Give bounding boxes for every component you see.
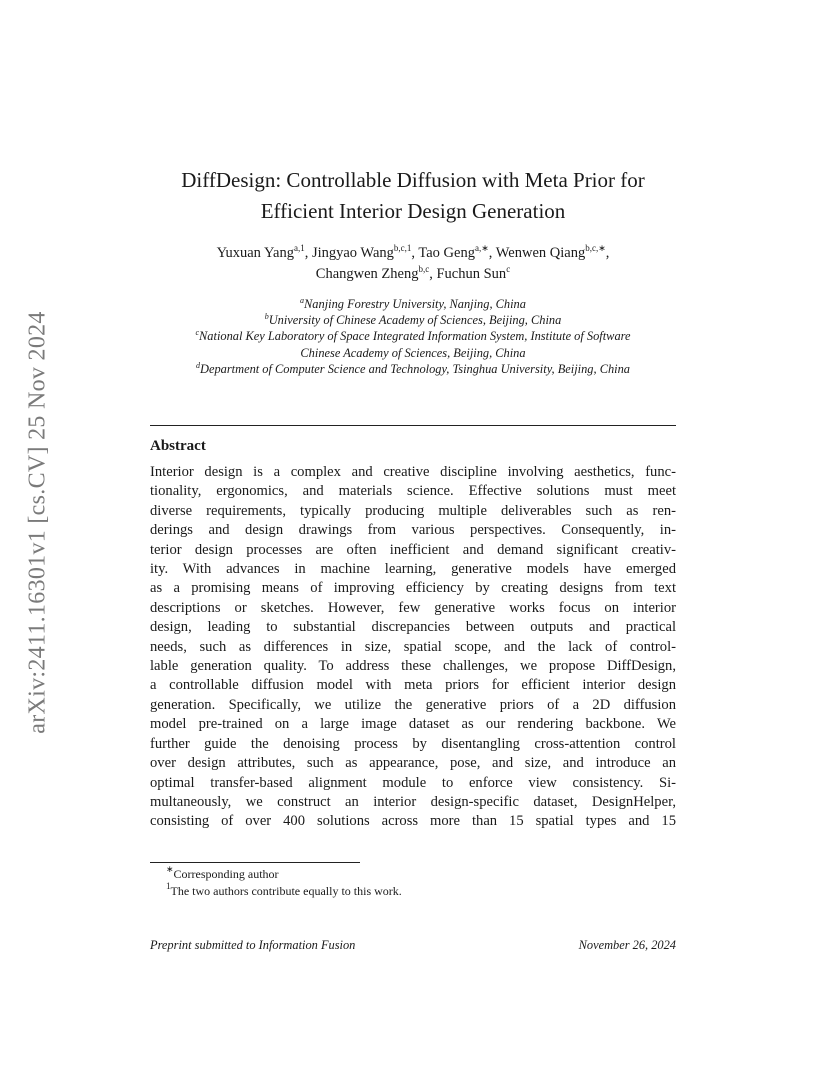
arxiv-identifier-stamp (18, 283, 58, 761)
author-affiliation-mark: b,c (418, 264, 430, 274)
abstract-line: further guide the denoising process by disentangling cross-attention control (150, 735, 676, 752)
abstract-body (150, 463, 676, 832)
author-separator: , (488, 245, 496, 261)
author-name: Jingyao Wang (311, 245, 394, 261)
preprint-notice: Preprint submitted to Information Fusion (150, 938, 356, 952)
footnote-mark: 1 (166, 881, 171, 891)
abstract-line: a controllable diffusion model with meta priors for efficient interior design (150, 677, 676, 694)
author-affiliation-mark: b,c,1 (393, 243, 412, 253)
author-separator: , (411, 245, 419, 261)
affiliation-text: Chinese Academy of Sciences, Beijing, China (300, 345, 526, 360)
abstract-line: lable generation quality. To address these challenges, we propose DiffDesign, (150, 658, 676, 675)
affiliation-text: Nanjing Forestry University, Nanjing, China (304, 297, 526, 311)
paper-title (150, 165, 676, 227)
affiliation-mark: d (196, 360, 201, 370)
title-line-2: Efficient Interior Design Generation (260, 199, 566, 223)
abstract-line: design, leading to substantial discrepancies between outputs and practical (150, 619, 676, 636)
abstract-line: as a promising means of improving efficiency by creating designs from text (150, 580, 676, 597)
affiliation-item (150, 345, 676, 361)
author-affiliation-mark: c (506, 264, 511, 274)
title-line-1: DiffDesign: Controllable Diffusion with Meta Prior for (181, 168, 645, 192)
affiliation-item (150, 296, 676, 312)
footnote-text: Corresponding author (173, 867, 279, 881)
author-affiliation-mark: a,∗ (474, 243, 489, 253)
abstract-line: generation. Specifically, we utilize the generative priors of a 2D diffusion (150, 696, 676, 713)
footnote-text: The two authors contribute equally to this work. (170, 884, 402, 898)
abstract-line: needs, such as differences in size, spatial scope, and the lack of control- (150, 638, 676, 655)
author-list (150, 243, 676, 285)
abstract-line: consisting of over 400 solutions across more than 15 spatial types and 15 (150, 813, 676, 830)
author-name: Changwen Zheng (315, 266, 419, 282)
abstract-line: optimal transfer-based alignment module to enforce view consistency. Si- (150, 774, 676, 791)
affiliation-mark: a (300, 296, 305, 305)
abstract-line: derings and design drawings from various perspectives. Consequently, in- (150, 522, 676, 539)
preprint-date: November 26, 2024 (578, 938, 676, 952)
affiliation-text: National Key Laboratory of Space Integrated Information System, Institute of Software (199, 329, 631, 344)
footnotes (166, 866, 402, 900)
abstract-line: terior design processes are often inefficient and demand significant creativ- (150, 541, 676, 558)
affiliation-list (150, 296, 676, 377)
affiliation-mark: c (195, 328, 200, 338)
footnote-item (166, 883, 402, 900)
abstract-line: tionality, ergonomics, and materials science. Effective solutions must meet (150, 483, 676, 500)
abstract-line: Interior design is a complex and creative discipline involving aesthetics, func- (150, 464, 676, 480)
affiliation-mark: b (264, 312, 269, 322)
abstract-heading: Abstract (150, 438, 206, 454)
author-affiliation-mark: b,c,∗ (585, 243, 606, 253)
affiliation-item (150, 312, 676, 328)
abstract-line: multaneously, we construct an interior design-specific dataset, DesignHelper, (150, 793, 676, 810)
author-name: Fuchun Sun (436, 266, 507, 282)
footnote-item (166, 866, 402, 883)
footnote-mark: ∗ (166, 864, 174, 874)
abstract-line: over design attributes, such as appearance, pose, and size, and introduce an (150, 755, 676, 772)
arxiv-identifier-text: arXiv:2411.16301v1 [cs.CV] 25 Nov 2024 (24, 310, 51, 734)
author-line-1 (150, 243, 676, 264)
author-name: Tao Geng (418, 245, 475, 261)
footnote-rule (150, 862, 360, 863)
author-affiliation-mark: a,1 (293, 243, 305, 253)
abstract-line: ity. With advances in machine learning, generative models have emerged (150, 561, 676, 578)
abstract-line: model pre-trained on a large image dataset as our rendering backbone. We (150, 716, 676, 733)
affiliation-text: Department of Computer Science and Technology, Tsinghua University, Beijing, China (200, 361, 630, 376)
affiliation-item (150, 328, 676, 344)
author-name: Yuxuan Yang (216, 245, 294, 261)
author-name: Wenwen Qiang (495, 245, 586, 261)
affiliation-item (150, 361, 676, 377)
abstract-line: descriptions or sketches. However, few generative works focus on interior (150, 599, 676, 616)
affiliation-text: University of Chinese Academy of Sciences, Beijing, China (268, 313, 562, 328)
abstract-line: diverse requirements, typically producing multiple deliverables such as ren- (150, 502, 676, 519)
author-separator: , (429, 266, 437, 282)
author-separator: , (304, 245, 312, 261)
author-separator: , (605, 245, 610, 261)
author-line-2 (150, 264, 676, 285)
abstract-top-rule (150, 425, 676, 426)
